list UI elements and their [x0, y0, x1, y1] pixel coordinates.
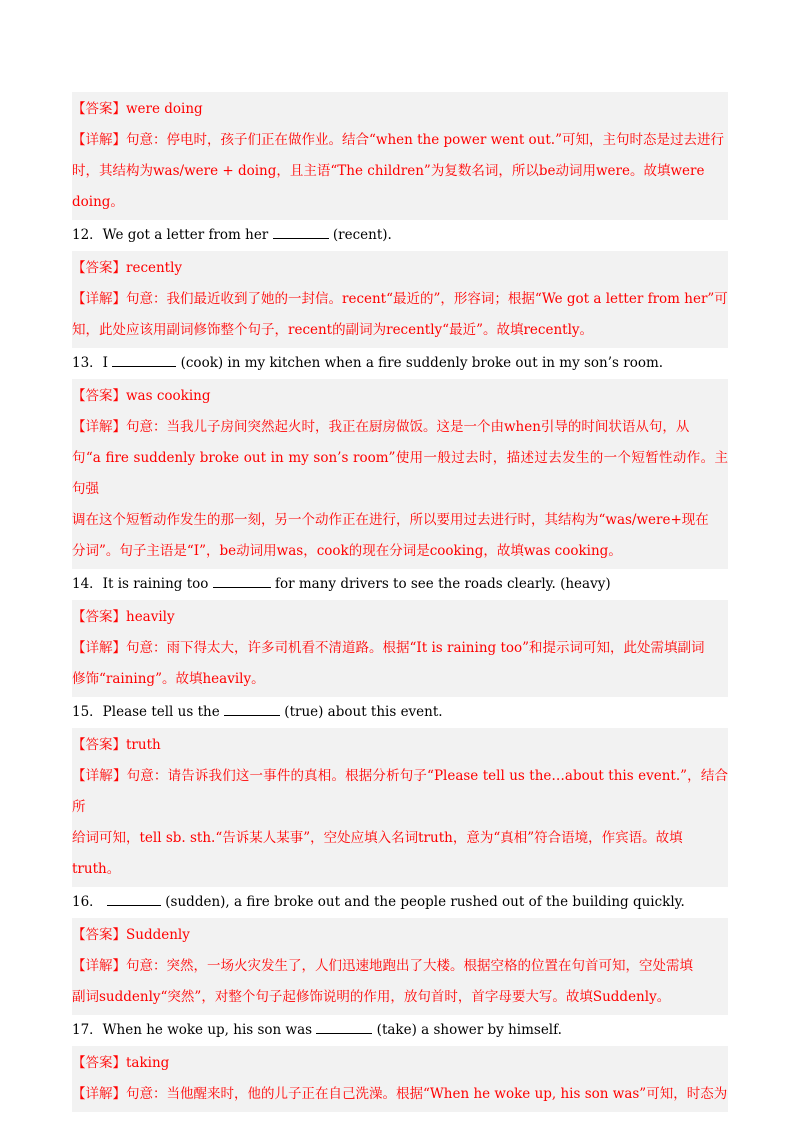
- question-suffix: for many drivers to see the roads clearly. (heavy): [275, 576, 611, 592]
- detail-text: [72, 412, 728, 567]
- answer-block: [72, 600, 728, 697]
- detail-line: doing。: [72, 194, 124, 210]
- answer-block: [72, 251, 728, 348]
- detail-line: truth。: [72, 861, 121, 877]
- detail-text: [72, 1079, 728, 1110]
- answer-line: 【答案】heavily: [72, 609, 175, 625]
- detail-line: 【详解】句意：当我儿子房间突然起火时，我正在厨房做饭。这是一个由when引导的时间状语从句，从: [72, 419, 690, 435]
- detail-line: 【详解】句意：当他醒来时，他的儿子正在自己洗澡。根据“When he woke up, his son was”可知，时态为: [72, 1086, 728, 1102]
- question-17: [72, 1015, 728, 1046]
- detail-line: 调在这个短暂动作发生的那一刻，另一个动作正在进行，所以要用过去进行时，其结构为“was/were+现在: [72, 512, 709, 528]
- detail-line: 【详解】句意：雨下得太大，许多司机看不清道路。根据“It is raining too”和提示词可知，此处需填副词: [72, 640, 705, 656]
- answer-line: 【答案】was cooking: [72, 388, 211, 404]
- question-15: [72, 697, 728, 728]
- answer-block: [72, 92, 728, 220]
- question-prefix: 15．Please tell us the: [72, 704, 220, 720]
- answer-blank: [316, 1019, 372, 1034]
- question-prefix: 12．We got a letter from her: [72, 227, 269, 243]
- question-prefix: 17．When he woke up, his son was: [72, 1022, 313, 1038]
- question-suffix: (cook) in my kitchen when a fire suddenly broke out in my son’s room.: [180, 355, 664, 371]
- detail-text: [72, 633, 728, 695]
- answer-block: [72, 1046, 728, 1112]
- question-suffix: (recent).: [332, 227, 392, 243]
- answer-line: 【答案】recently: [72, 260, 183, 276]
- answer-block: [72, 918, 728, 1015]
- detail-line: 句“a fire suddenly broke out in my son’s room”使用一般过去时，描述过去发生的一个短暂性动作。主句强: [72, 450, 728, 497]
- detail-line: 【详解】句意：突然，一场火灾发生了，人们迅速地跑出了大楼。根据空格的位置在句首可知，空处需填: [72, 958, 693, 974]
- answer-line: 【答案】taking: [72, 1055, 170, 1071]
- question-suffix: (take) a shower by himself.: [376, 1022, 562, 1038]
- question-prefix: 16．: [72, 894, 103, 910]
- detail-text: [72, 951, 728, 1013]
- question-suffix: (sudden), a fire broke out and the people rushed out of the building quickly.: [165, 894, 685, 910]
- answer-line: 【答案】Suddenly: [72, 927, 190, 943]
- question-16: [72, 887, 728, 918]
- answer-blank: [107, 891, 161, 906]
- detail-line: 【详解】句意：我们最近收到了她的一封信。recent“最近的”，形容词；根据“We got a letter from her”可: [72, 291, 728, 307]
- detail-text: [72, 761, 728, 885]
- answer-blank: [112, 352, 176, 367]
- detail-line: 时，其结构为was/were + doing，且主语“The children”为复数名词，所以be动词用were。故填were: [72, 163, 705, 179]
- detail-text: [72, 125, 728, 218]
- detail-line: 知，此处应该用副词修饰整个句子，recent的副词为recently“最近”。故填recently。: [72, 322, 594, 338]
- answer-blank: [213, 573, 271, 588]
- question-prefix: 13．I: [72, 355, 109, 371]
- detail-text: [72, 284, 728, 346]
- detail-line: 修饰“raining”。故填heavily。: [72, 671, 265, 687]
- answer-blank: [224, 701, 280, 716]
- question-14: [72, 569, 728, 600]
- document-content: [72, 92, 728, 1112]
- detail-line: 给词可知，tell sb. sth.“告诉某人某事”，空处应填入名词truth，意为“真相”符合语境，作宾语。故填: [72, 830, 683, 846]
- answer-block: [72, 728, 728, 887]
- answer-line: 【答案】truth: [72, 737, 161, 753]
- detail-line: 【详解】句意：请告诉我们这一事件的真相。根据分析句子“Please tell us the…about this event.”，结合所: [72, 768, 728, 815]
- detail-line: 【详解】句意：停电时，孩子们正在做作业。结合“when the power went out.”可知，主句时态是过去进行: [72, 132, 724, 148]
- detail-line: 副词suddenly“突然”，对整个句子起修饰说明的作用，放句首时，首字母要大写。故填Suddenly。: [72, 989, 671, 1005]
- question-suffix: (true) about this event.: [284, 704, 443, 720]
- question-prefix: 14．It is raining too: [72, 576, 209, 592]
- answer-line: 【答案】were doing: [72, 101, 203, 117]
- detail-line: 分词”。句子主语是“I”，be动词用was，cook的现在分词是cooking，故填was cooking。: [72, 543, 622, 559]
- answer-blank: [273, 224, 329, 239]
- answer-block: [72, 379, 728, 569]
- question-13: [72, 348, 728, 379]
- question-12: [72, 220, 728, 251]
